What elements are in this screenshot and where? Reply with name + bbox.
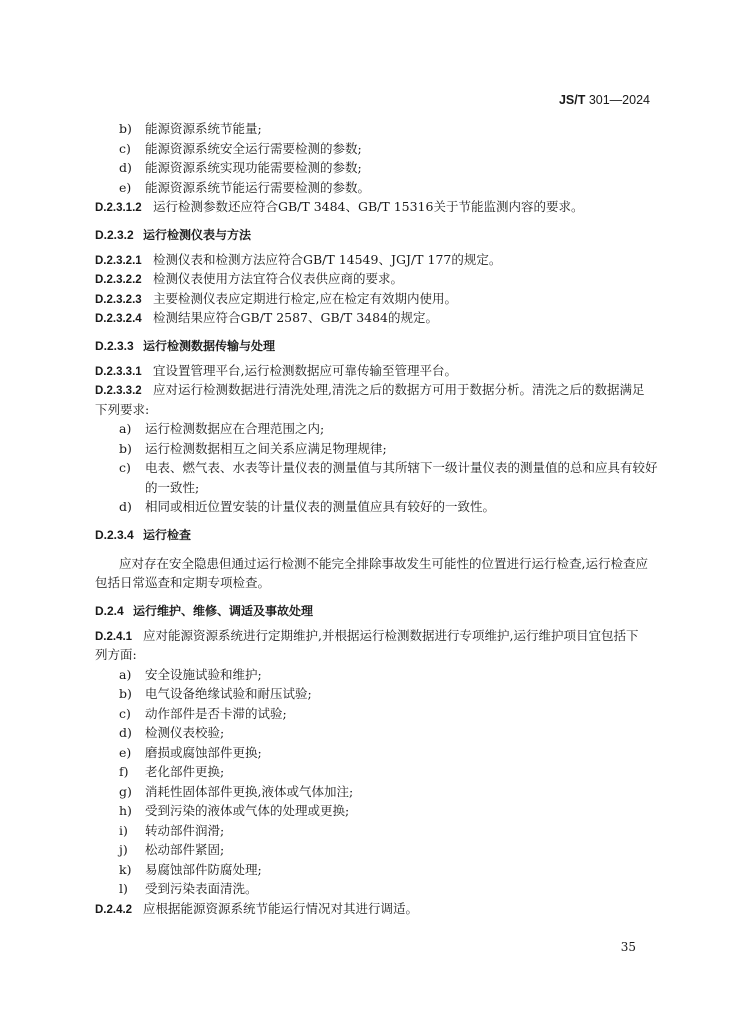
- section-heading-d233: D.2.3.3 运行检测数据传输与处理: [95, 338, 276, 353]
- section-heading-d232: D.2.3.2 运行检测仪表与方法: [95, 227, 252, 242]
- clause-d2323: D.2.3.2.3 主要检测仪表应定期进行检定,应在检定有效期内使用。: [95, 290, 457, 306]
- list-item: e) 能源资源系统节能运行需要检测的参数。: [119, 179, 371, 195]
- clause-d2332-continued: 下列要求:: [95, 401, 150, 417]
- list-item: k) 易腐蚀部件防腐处理;: [119, 861, 262, 877]
- list-item: c) 能源资源系统安全运行需要检测的参数;: [119, 140, 362, 156]
- clause-d241-continued: 列方面:: [95, 647, 137, 662]
- clause-d2312: D.2.3.1.2 运行检测参数还应符合GB/T 3484、GB/T 15316关于节能监测内容的要求。: [95, 199, 584, 214]
- section-heading-d24: D.2.4 运行维护、维修、调适及事故处理: [95, 603, 314, 618]
- list-item: h) 受到污染的液体或气体的处理或更换;: [119, 803, 350, 818]
- list-item-continued: 的一致性;: [145, 479, 200, 495]
- list-item: b) 运行检测数据相互之间关系应满足物理规律;: [119, 440, 387, 456]
- paragraph-line: 应对存在安全隐患但通过运行检测不能完全排除事故发生可能性的位置进行运行检查,运行检查应: [119, 555, 648, 571]
- document-body: [95, 119, 658, 918]
- paragraph-line: 包括日常巡查和定期专项检查。: [95, 575, 271, 590]
- list-item: c) 电表、燃气表、水表等计量仪表的测量值与其所辖下一级计量仪表的测量值的总和应具有较好: [119, 460, 658, 475]
- clause-d241: D.2.4.1 应对能源资源系统进行定期维护,并根据运行检测数据进行专项维护,运行维护项目宜包括下: [95, 627, 639, 643]
- clause-d2321: D.2.3.2.1 检测仪表和检测方法应符合GB/T 14549、JGJ/T 177的规定。: [95, 251, 502, 267]
- list-item: a) 安全设施试验和维护;: [119, 666, 262, 682]
- list-item: g) 消耗性固体部件更换,液体或气体加注;: [119, 783, 354, 799]
- standard-number: 301—2024: [588, 93, 650, 107]
- list-item: l) 受到污染表面清洗。: [119, 881, 258, 896]
- page-number: 35: [620, 940, 636, 954]
- list-item: b) 能源资源系统节能量;: [119, 121, 262, 136]
- list-item: d) 检测仪表校验;: [119, 725, 225, 740]
- list-item: j) 松动部件紧固;: [119, 842, 225, 857]
- list-item: d) 相同或相近位置安装的计量仪表的测量值应具有较好的一致性。: [119, 499, 496, 514]
- section-heading-d234: D.2.3.4 运行检查: [95, 527, 192, 542]
- clause-d242: D.2.4.2 应根据能源资源系统节能运行情况对其进行调适。: [95, 900, 419, 916]
- list-item: a) 运行检测数据应在合理范围之内;: [119, 421, 325, 436]
- list-item: e) 磨损或腐蚀部件更换;: [119, 744, 262, 760]
- clause-d2322: D.2.3.2.2 检测仪表使用方法宜符合仪表供应商的要求。: [95, 271, 404, 286]
- clause-d2332: D.2.3.3.2 应对运行检测数据进行清洗处理,清洗之后的数据方可用于数据分析。清洗之后的数据满足: [95, 382, 645, 397]
- list-item: b) 电气设备绝缘试验和耐压试验;: [119, 686, 312, 701]
- list-item: f) 老化部件更换;: [119, 764, 225, 779]
- list-item: c) 动作部件是否卡滞的试验;: [119, 705, 287, 721]
- clause-d2324: D.2.3.2.4 检测结果应符合GB/T 2587、GB/T 3484的规定。: [95, 310, 439, 325]
- list-item: d) 能源资源系统实现功能需要检测的参数;: [119, 160, 362, 175]
- page-header: [559, 93, 650, 107]
- standard-prefix: JS/T: [558, 93, 586, 107]
- clause-d2331: D.2.3.3.1 宜设置管理平台,运行检测数据应可靠传输至管理平台。: [95, 362, 457, 378]
- list-item: i) 转动部件润滑;: [119, 822, 225, 838]
